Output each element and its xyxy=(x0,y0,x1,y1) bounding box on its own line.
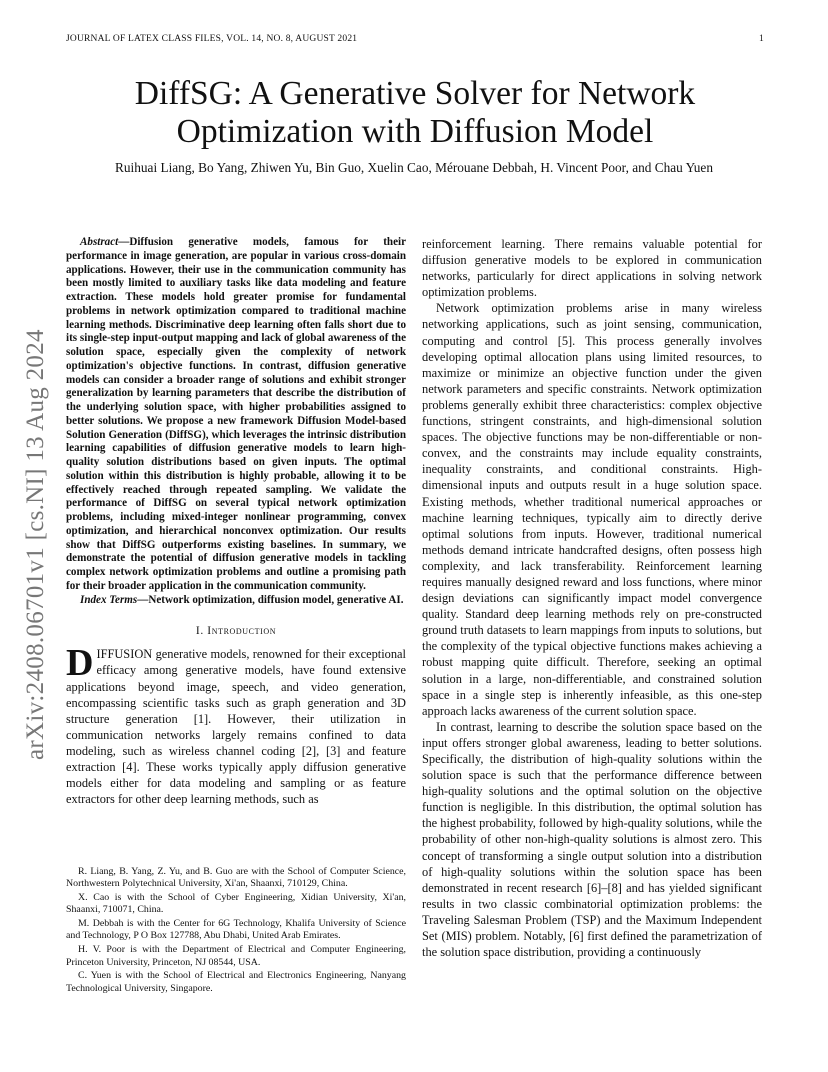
footnote: R. Liang, B. Yang, Z. Yu, and B. Guo are with the School of Computer Science, Northwestern Polytechnical University, Xi'an, Shaanxi, 710129, China. xyxy=(66,866,406,890)
left-column xyxy=(66,236,406,807)
title-line-2: Optimization with Diffusion Model xyxy=(176,113,654,150)
footnote: C. Yuen is with the School of Electrical and Electronics Engineering, Nanyang Technological University, Singapore. xyxy=(66,970,406,994)
index-terms xyxy=(66,594,406,608)
footnote: X. Cao is with the School of Cyber Engineering, Xidian University, Xi'an, Shaanxi, 710071, China. xyxy=(66,892,406,916)
body-paragraph: reinforcement learning. There remains valuable potential for diffusion generative models to be explored in communication networks, particularly for direct applications in solving network optimization problems. xyxy=(422,237,762,300)
body-paragraph: In contrast, learning to describe the solution space based on the input offers stronger global awareness, leading to better solutions. Specifically, the distribution of high-quality solutions within the solution space is such that the performance difference between high-quality solutions and the optimal solution on the objective function is negligible. In this distribution, the optimal solution has the highest probability, followed by high-quality solutions, while the probability of other non-high-quality solutions is almost zero. This concept of transforming a single output solution into a distribution of high-quality solutions within the solution space has been demonstrated in recent research [6]–[8] and has yielded significant results in two classic combinatorial optimization problems: the Traveling Salesman Problem (TSP) and the Maximum Independent Set (MIS) problem. Notably, [6] first defined the parametrization of the solution space distribution, providing a continuously xyxy=(422,719,762,960)
intro-text: IFFUSION generative models, renowned for their exceptional efficacy among generative models, have found extensive applications beyond image, speech, and video generation, encompassing scientific tasks such as graph generation and 3D structure generation [1]. However, their utilization in communication networks largely remains confined to data modeling, such as wireless channel coding [2], [3] and feature extraction [4]. These works typically apply diffusion generative models either for data modeling and sampling or as feature extractors for other deep learning methods, such as xyxy=(66,647,406,807)
running-header xyxy=(66,34,764,44)
section-heading-introduction: I. Introduction xyxy=(195,625,277,638)
index-terms-text: —Network optimization, diffusion model, generative AI. xyxy=(137,593,404,606)
author-list: Ruihuai Liang, Bo Yang, Zhiwen Yu, Bin Guo, Xuelin Cao, Mérouane Debbah, H. Vincent Poor, and Chau Yuen xyxy=(115,160,713,175)
paper-title xyxy=(66,75,764,151)
footnote: H. V. Poor is with the Department of Electrical and Computer Engineering, Princeton University, Princeton, NJ 08544, USA. xyxy=(66,944,406,968)
right-column xyxy=(422,236,762,960)
body-paragraph: Network optimization problems arise in many wireless networking applications, such as joint sensing, communication, computing and control [5]. This process generally involves developing optimal allocation plans using limited resources, to maximize or minimize an objective function under the given network parameters and specific constraints. Network optimization problems generally exhibit three characteristics: complex objective functions, stringent constraints, and high-dimensional solution spaces. The objective functions may be non-differentiable or non-convex, and the constraints may include equality constraints, inequality constraints, and conditional constraints. High-dimensional inputs and outputs result in a huge solution space. Existing methods, whether traditional numerical approaches or machine learning techniques, typically aim to directly derive optimal solutions from inputs. However, traditional numerical methods demand intricate handcrafted designs, often possess high complexity, and lack transferability. Reinforcement learning requires manually designed reward and loss functions, where minor design deviations can significantly impact model convergence quality. Standard deep learning methods rely on pre-constructed ground truth datasets to learn mappings from inputs to solutions, but the complexity of the typical objective functions makes achieving a robust mapping quite difficult. Therefore, seeking an optimal solution in a large, non-differentiable, and constrained solution space in a single step is inherently infeasible, as this one-step approach lacks awareness of the current solution space. xyxy=(422,301,762,718)
abstract-text: —Diffusion generative models, famous for their performance in image generation, are popular in various cross-domain applications. However, their use in the communication community has been mostly limited to auxiliary tasks like data modeling and feature extraction. These models hold greater promise for fundamental problems in network optimization compared to traditional machine learning methods. Discriminative deep learning often falls short due to its single-step input-output mapping and lack of global awareness of the solution space, especially given the complexity of network optimization's objective functions. In contrast, diffusion generative models can consider a broader range of solutions and exhibit stronger generalization by learning parameters that describe the distribution of the underlying solution space, with higher probabilities assigned to better solutions. We propose a new framework Diffusion Model-based Solution Generation (DiffSG), which leverages the intrinsic distribution learning capabilities of diffusion generative models to learn high-quality solution distributions based on given inputs. The optimal solution within this distribution is highly probable, allowing it to be effectively reached through repeated sampling. We validate the performance of DiffSG on several typical network optimization problems, including mixed-integer nonlinear programming, convex optimization, and hierarchical nonconvex optimization. Our results show that DiffSG outperforms existing baselines. In summary, we demonstrate the potential of diffusion generative models in tackling complex network optimization problems and outline a promising path for their broader application in the communication community. xyxy=(66,236,406,592)
footnote: M. Debbah is with the Center for 6G Technology, Khalifa University of Science and Technology, P O Box 127788, Abu Dhabi, United Arab Emirates. xyxy=(66,918,406,942)
arxiv-identifier[interactable]: arXiv:2408.06701v1 [cs.NI] 13 Aug 2024 xyxy=(22,329,49,760)
journal-name: JOURNAL OF LATEX CLASS FILES, VOL. 14, NO. 8, AUGUST 2021 xyxy=(66,34,358,44)
abstract xyxy=(66,236,406,594)
intro-paragraph xyxy=(66,642,406,807)
page-number: 1 xyxy=(759,34,764,44)
abstract-label: Abstract xyxy=(80,236,119,248)
index-terms-label: Index Terms xyxy=(80,593,138,606)
title-line-1: DiffSG: A Generative Solver for Network xyxy=(134,75,696,112)
drop-cap: D xyxy=(66,642,94,685)
affiliation-footnotes xyxy=(66,866,406,996)
